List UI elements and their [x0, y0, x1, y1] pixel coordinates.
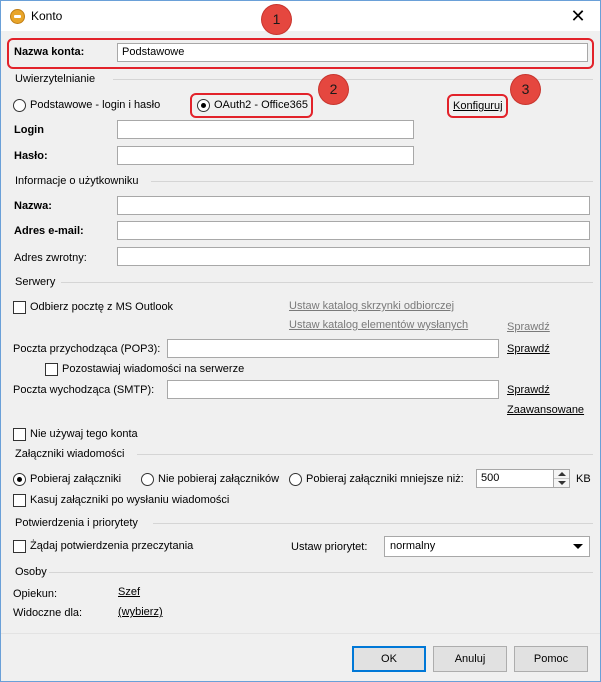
visible-for-label: Widoczne dla:: [13, 607, 83, 619]
pop3-check-link[interactable]: Sprawdź: [507, 343, 550, 355]
divider: [151, 181, 593, 182]
pop3-label: Poczta przychodząca (POP3):: [13, 343, 161, 355]
visible-for-link[interactable]: (wybierz): [118, 606, 163, 618]
name-label: Nazwa:: [14, 200, 52, 212]
app-logo-icon: [10, 9, 25, 24]
cancel-button[interactable]: Anuluj: [433, 646, 507, 672]
attachments-smaller-label: Pobieraj załączniki mniejsze niż:: [306, 473, 464, 485]
smtp-input[interactable]: [167, 380, 499, 399]
section-user-info: [9, 174, 593, 188]
section-auth-title: Uwierzytelnianie: [15, 73, 96, 85]
callout-box-account-name: [7, 38, 594, 69]
divider: [153, 523, 593, 524]
smtp-check-link[interactable]: Sprawdź: [507, 384, 550, 396]
divider: [137, 454, 593, 455]
priority-select[interactable]: [384, 536, 590, 557]
attachment-size-input[interactable]: 500: [476, 469, 554, 488]
keep-on-server-checkbox[interactable]: [45, 363, 58, 376]
section-attachments: [9, 447, 593, 461]
attachments-none-radio[interactable]: [141, 473, 154, 486]
priority-label: Ustaw priorytet:: [291, 541, 368, 553]
callout-badge-1: 1: [262, 5, 291, 34]
account-name-input[interactable]: Podstawowe: [117, 43, 588, 62]
attachments-download-radio[interactable]: [13, 473, 26, 486]
password-input[interactable]: [117, 146, 414, 165]
inbox-folder-link[interactable]: Ustaw katalog skrzynki odbiorczej: [289, 300, 455, 312]
section-people: [9, 565, 593, 579]
attachments-none-label: Nie pobieraj załączników: [158, 473, 280, 485]
guardian-link[interactable]: Szef: [118, 586, 141, 598]
section-confirmations-title: Potwierdzenia i priorytety: [15, 517, 138, 529]
auth-basic-label: Podstawowe - login i hasło: [30, 99, 161, 111]
delete-attachments-label: Kasuj załączniki po wysłaniu wiadomości: [30, 494, 230, 506]
section-user-info-title: Informacje o użytkowniku: [15, 175, 139, 187]
chevron-down-icon: [573, 544, 583, 549]
smtp-label: Poczta wychodząca (SMTP):: [13, 384, 155, 396]
reply-address-label: Adres zwrotny:: [14, 252, 87, 264]
title-bar: [1, 1, 600, 31]
name-input[interactable]: [117, 196, 590, 215]
divider: [49, 572, 593, 573]
outlook-label: Odbierz pocztę z MS Outlook: [30, 301, 174, 313]
attachments-download-label: Pobieraj załączniki: [30, 473, 122, 485]
section-auth: [9, 72, 593, 86]
keep-on-server-label: Pozostawiaj wiadomości na serwerze: [62, 363, 245, 375]
read-receipt-checkbox[interactable]: [13, 540, 26, 553]
outlook-check-link[interactable]: Sprawdź: [507, 321, 550, 333]
auth-basic-radio[interactable]: [13, 99, 26, 112]
outlook-checkbox[interactable]: [13, 301, 26, 314]
email-input[interactable]: [117, 221, 590, 240]
configure-link[interactable]: Konfiguruj: [453, 100, 503, 112]
divider: [61, 282, 593, 283]
callout-box-oauth: [190, 93, 313, 118]
button-bar: [1, 633, 600, 681]
section-confirmations: [9, 516, 593, 530]
disable-account-checkbox[interactable]: [13, 428, 26, 441]
reply-address-input[interactable]: [117, 247, 590, 266]
priority-value: normalny: [390, 540, 436, 552]
divider: [554, 478, 569, 479]
close-button[interactable]: ✕: [570, 6, 586, 26]
guardian-label: Opiekun:: [13, 588, 58, 600]
delete-attachments-checkbox[interactable]: [13, 494, 26, 507]
callout-badge-3: 3: [511, 75, 540, 104]
section-servers: [9, 275, 593, 289]
read-receipt-label: Żądaj potwierdzenia przeczytania: [30, 540, 194, 552]
callout-box-configure: [447, 94, 508, 118]
pop3-input[interactable]: [167, 339, 499, 358]
section-attachments-title: Załączniki wiadomości: [15, 448, 125, 460]
attachment-size-spinner[interactable]: [553, 469, 570, 488]
section-servers-title: Serwery: [15, 276, 56, 288]
section-people-title: Osoby: [15, 566, 47, 578]
ok-button[interactable]: OK: [352, 646, 426, 672]
account-name-label: Nazwa konta:: [14, 46, 85, 58]
disable-account-label: Nie używaj tego konta: [30, 428, 138, 440]
help-button[interactable]: Pomoc: [514, 646, 588, 672]
attachments-smaller-radio[interactable]: [289, 473, 302, 486]
login-label: Login: [14, 124, 44, 136]
callout-badge-2: 2: [319, 75, 348, 104]
spinner-up-icon[interactable]: [558, 472, 566, 476]
spinner-down-icon[interactable]: [558, 481, 566, 485]
size-unit-label: KB: [576, 473, 591, 485]
sent-folder-link[interactable]: Ustaw katalog elementów wysłanych: [289, 319, 469, 331]
login-input[interactable]: [117, 120, 414, 139]
password-label: Hasło:: [14, 150, 48, 162]
auth-oauth-label: OAuth2 - Office365: [214, 99, 308, 111]
advanced-link[interactable]: Zaawansowane: [507, 404, 585, 416]
window-title: Konto: [31, 9, 63, 23]
email-label: Adres e-mail:: [14, 225, 84, 237]
